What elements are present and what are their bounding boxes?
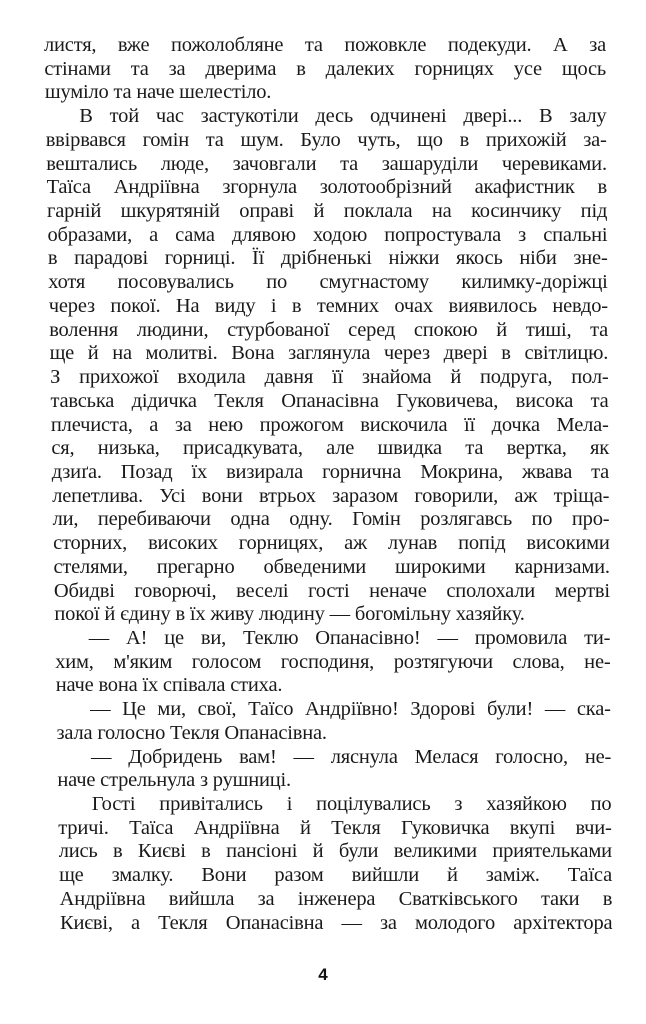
text-line: Гості привітались і поцілувались з хазяйкою по: [91, 793, 612, 815]
text-line: лись в Києві в пансіоні й були великими приятельками: [58, 840, 612, 863]
text-line: вештались люде, зачовгали та зашаруділи черевиками.: [46, 152, 607, 175]
text-line: стінами та за дверима в далеких горницях усе щось: [44, 57, 607, 80]
text-line: хотя посовувались по смугнастому килимку-доріжці: [48, 271, 608, 294]
text-line: через покої. На виду і в темних очах виявилось невдо-: [48, 294, 608, 317]
text-line: Таїса Андріївна згорнула золотообрізний акафистник в: [46, 176, 607, 199]
text-line: листя, вже пожолобляне та пожовкле подекуди. А за: [44, 34, 606, 56]
page-number: 4: [318, 965, 328, 984]
text-line: — Добридень вам! — ляснула Мелася голосно, не-: [91, 745, 612, 768]
text-line: Обидві говорючі, веселі гості неначе сполохали мертві: [53, 579, 610, 602]
text-line: ли, перебиваючи одна одну. Гомін розлягавсь по про-: [52, 508, 610, 531]
text-line: сторних, високих горницях, аж лунав попід високими: [53, 532, 610, 555]
text-line: — Це ми, свої, Таїсо Андріївно! Здорові були! — ска-: [90, 698, 611, 721]
text-line: тавська дідичка Текля Опанасівна Гуковичева, висока та: [50, 389, 609, 412]
body-text: [44, 34, 613, 935]
text-line: шуміло та наче шелестіло.: [44, 81, 272, 104]
text-line: в парадові горниці. Її дрібненькі ніжки якось ніби зне-: [47, 247, 608, 270]
text-line: Андріївна вийшла за інженера Сватківського таки в: [59, 887, 613, 910]
text-line: В той час застукотіли десь одчинені двері... В залу: [79, 105, 607, 128]
text-line: З прихожої входила давня її знайома й подруга, пол-: [50, 366, 609, 389]
text-line: тричі. Таїса Андріївна й Текля Гуковичка вкупі вчи-: [58, 816, 612, 839]
text-line: ся, низька, присадкувата, але швидка та вертка, як: [51, 437, 609, 460]
text-line: образами, а сама длявою ходою попростувала з спальні: [47, 223, 608, 246]
text-line: Києві, а Текля Опанасівна — за молодого архітектора: [60, 911, 613, 934]
text-line: гарній шкурятяній оправі й поклала на косинчику під: [47, 200, 608, 223]
text-line: наче стрельнула з рушниці.: [57, 769, 291, 792]
text-line: ще змалку. Вони разом вийшли й заміж. Таїса: [59, 864, 612, 887]
text-line: зала голосно Текля Опанасівна.: [56, 721, 327, 744]
text-line: покої й єдину в їх живу людину — богомільну хазяйку.: [54, 603, 525, 626]
text-line: ще й на молитві. Вона заглянула через двері в світлицю.: [49, 342, 609, 365]
text-line: стелями, прегарно обведеними широкими карнизами.: [53, 555, 610, 578]
text-line: лепетлива. Усі вони втрьох заразом говорили, аж тріща-: [52, 484, 610, 507]
text-line: дзиґа. Позад їх визирала горнична Мокрина, жвава та: [51, 460, 610, 483]
text-line: ввірвався гомін та шум. Було чуть, що в прихожій за-: [45, 128, 607, 151]
text-line: наче вона їх співала стиха.: [55, 674, 283, 697]
text-line: хим, м'яким голосом господиня, розтягуючи слова, не-: [55, 650, 611, 673]
text-line: плечиста, а за нею прожогом вискочила її дочка Мела-: [50, 413, 609, 436]
text-line: волення людини, стурбованої серед спокою й тиші, та: [49, 318, 609, 341]
text-line: — А! це ви, Теклю Опанасівно! — промовила ти-: [88, 626, 611, 649]
